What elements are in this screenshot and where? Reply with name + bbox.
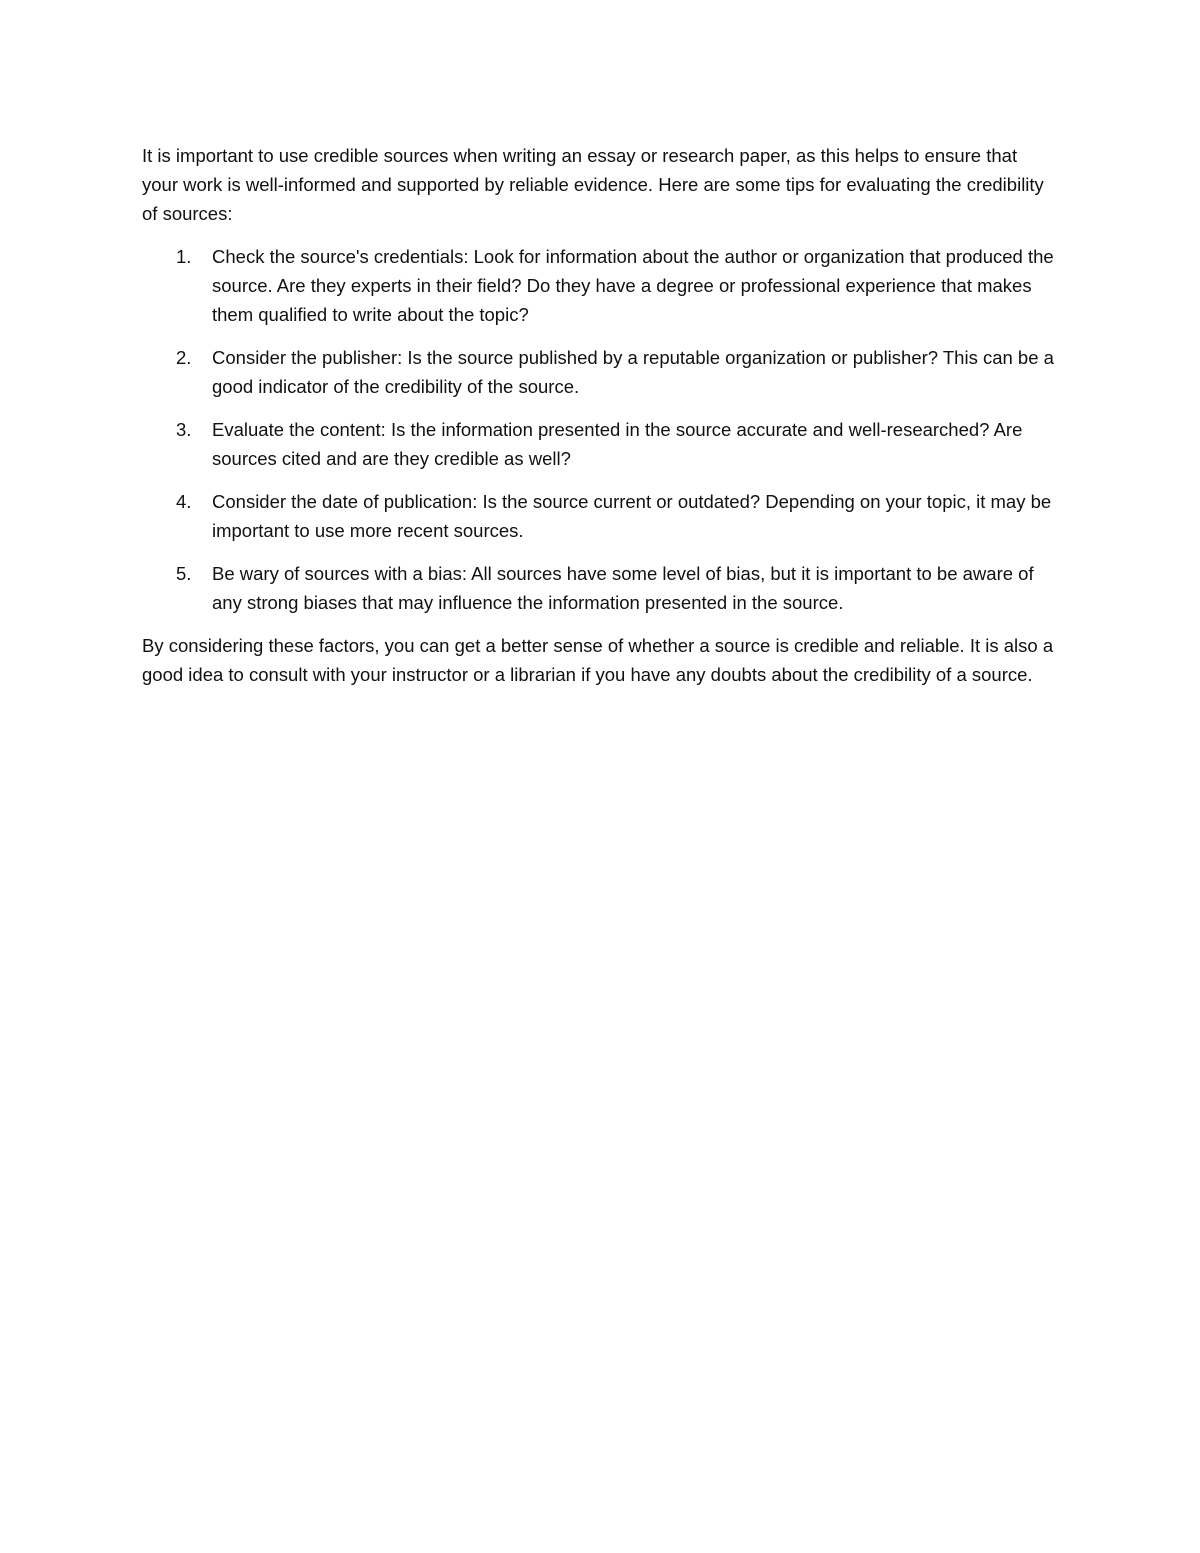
list-item-number: 2.	[176, 347, 192, 368]
list-item-number: 1.	[176, 246, 192, 267]
list-item-number: 3.	[176, 419, 192, 440]
list-item	[142, 415, 1057, 473]
list-item	[142, 487, 1057, 545]
intro-paragraph: It is important to use credible sources when writing an essay or research paper, as this helps to ensure that your work is well-informed and supported by reliable evidence. Here are some tips for evaluating the credibility of sources:	[142, 145, 1044, 224]
list-item-text: Consider the date of publication: Is the source current or outdated? Depending on your topic, it may be important to use more recent sources.	[212, 491, 1052, 541]
list-item-text: Check the source's credentials: Look for information about the author or organization that produced the source. Are they experts in their field? Do they have a degree or professional experience that makes them qualified to write about the topic?	[212, 246, 1054, 325]
list-item-number: 4.	[176, 491, 192, 512]
list-item-text: Be wary of sources with a bias: All sources have some level of bias, but it is important to be aware of any strong biases that may influence the information presented in the source.	[212, 563, 1034, 613]
document-body	[142, 141, 1057, 689]
list-item-text: Consider the publisher: Is the source published by a reputable organization or publisher? This can be a good indicator of the credibility of the source.	[212, 347, 1054, 397]
list-item	[142, 242, 1057, 329]
list-item	[142, 559, 1057, 617]
list-item-number: 5.	[176, 563, 192, 584]
closing-paragraph: By considering these factors, you can get a better sense of whether a source is credible and reliable. It is also a good idea to consult with your instructor or a librarian if you have any doubts about the credibility of a source.	[142, 635, 1054, 685]
list-item	[142, 343, 1057, 401]
tips-list	[142, 242, 1057, 617]
list-item-text: Evaluate the content: Is the information presented in the source accurate and well-researched? Are sources cited and are they credible as well?	[212, 419, 1023, 469]
